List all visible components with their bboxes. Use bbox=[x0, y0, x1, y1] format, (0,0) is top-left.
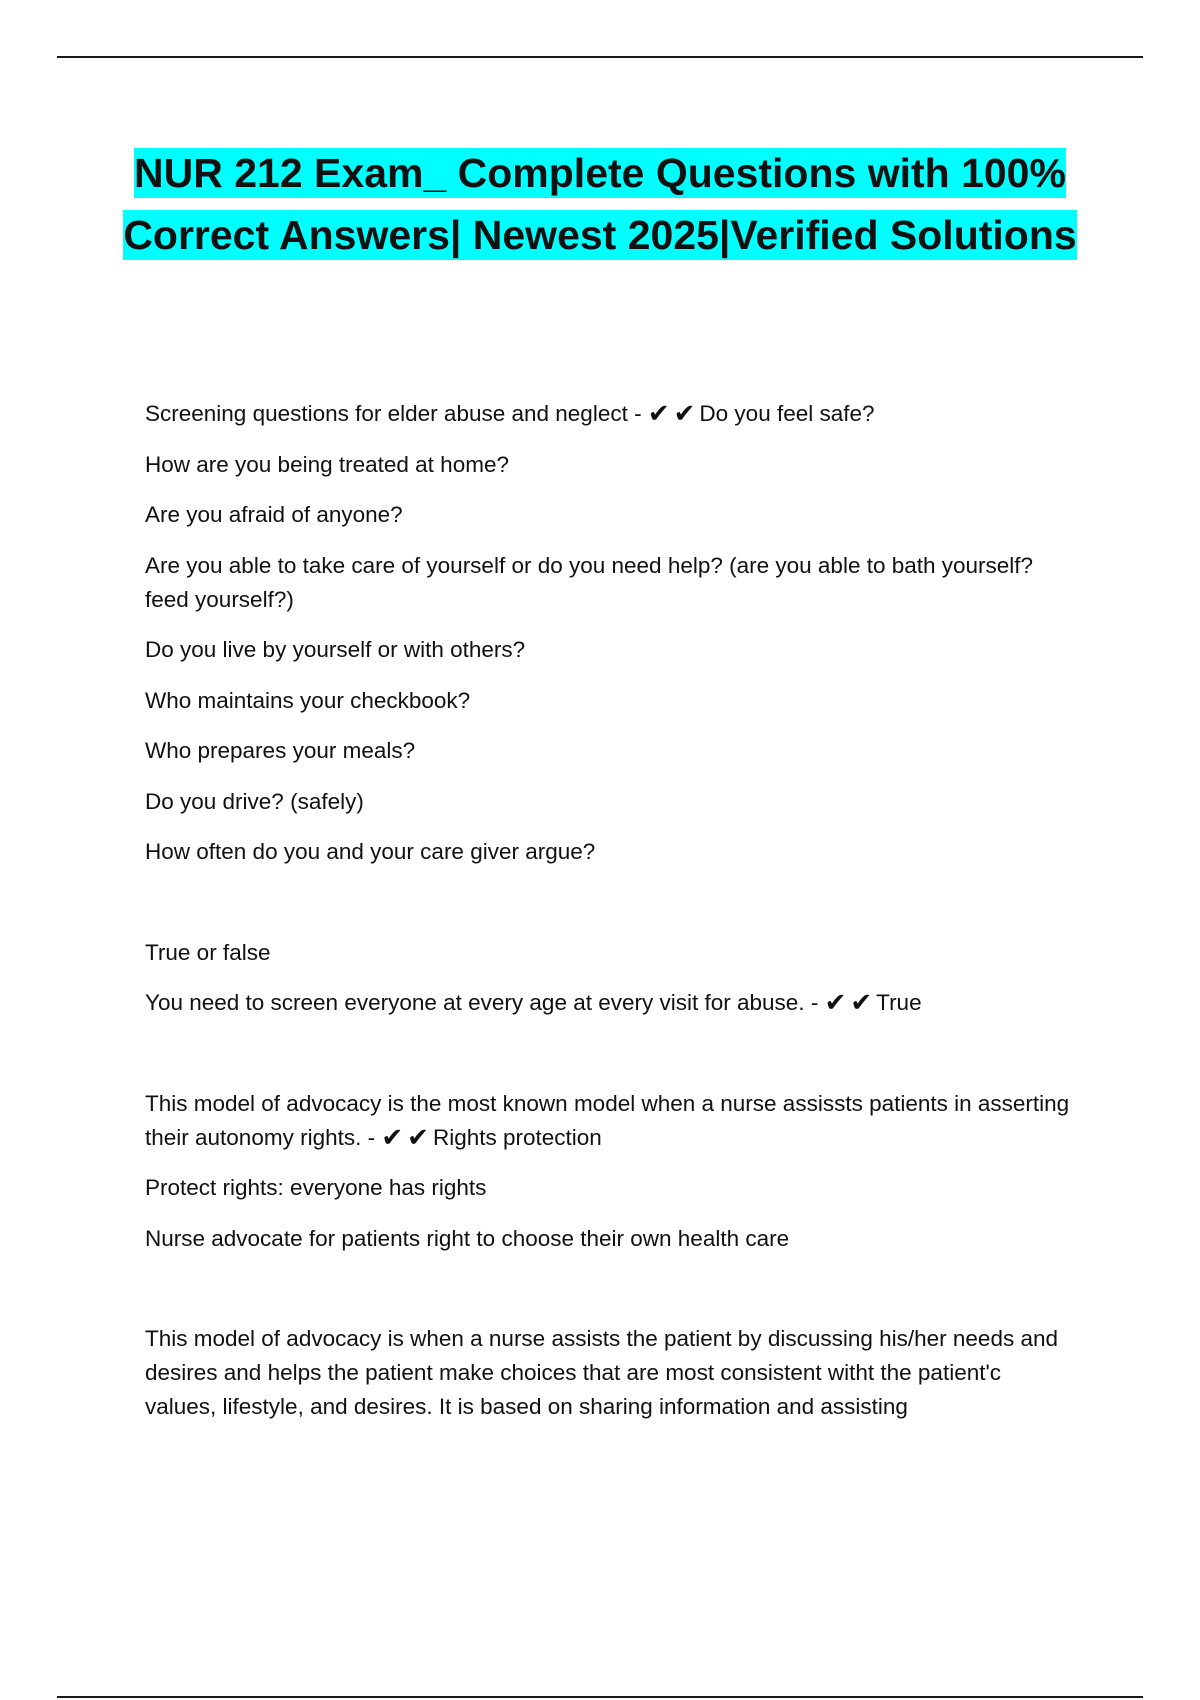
question-3-prompt: This model of advocacy is the most known model when a nurse assissts patients in asserting their autonomy rights. - bbox=[145, 1090, 1070, 1150]
question-3 bbox=[145, 1087, 1075, 1155]
question-2-heading: True or false bbox=[145, 939, 271, 965]
question-1-answer: Do you feel safe? bbox=[699, 401, 875, 426]
check-mark-icon: ✔ bbox=[647, 399, 670, 429]
question-2 bbox=[145, 986, 1075, 1020]
header-rule bbox=[57, 56, 1143, 58]
answer-line: How often do you and your care giver argue? bbox=[145, 839, 596, 864]
question-4-prompt: This model of advocacy is when a nurse assists the patient by discussing his/her needs and desires and helps the patient make choices that are most consistent witht the patient'c values, lifestyle, and desires. It is based on sharing information and assisting bbox=[145, 1326, 1058, 1419]
document-body bbox=[145, 397, 1075, 1441]
answer-line: Protect rights: everyone has rights bbox=[145, 1175, 487, 1200]
check-mark-icon: ✔ bbox=[381, 1122, 404, 1153]
check-mark-icon: ✔ bbox=[407, 1122, 429, 1153]
spacer bbox=[145, 1037, 1075, 1087]
answer-line: Who maintains your checkbook? bbox=[145, 687, 471, 713]
check-mark-icon: ✔ bbox=[673, 399, 696, 429]
answer-line: Are you afraid of anyone? bbox=[145, 502, 403, 527]
document-title: NUR 212 Exam_ Complete Questions with 100% Correct Answers| Newest 2025|Verified Solutions bbox=[123, 150, 1077, 258]
question-3-answer: Rights protection bbox=[432, 1124, 602, 1150]
question-1 bbox=[145, 397, 1075, 431]
spacer bbox=[145, 886, 1075, 936]
answer-line: Are you able to take care of yourself or do you need help? (are you able to bath yourself? feed yourself?) bbox=[145, 552, 1034, 612]
question-2-answer: True bbox=[876, 990, 922, 1015]
check-mark-icon: ✔ bbox=[850, 988, 873, 1018]
question-2-prompt: You need to screen everyone at every age at every visit for abuse. - bbox=[145, 990, 825, 1015]
title-block bbox=[100, 142, 1100, 266]
spacer bbox=[145, 1272, 1075, 1322]
question-1-prompt: Screening questions for elder abuse and neglect - bbox=[145, 401, 648, 426]
answer-line: Nurse advocate for patients right to choose their own health care bbox=[145, 1225, 790, 1251]
answer-line: Who prepares your meals? bbox=[145, 738, 416, 763]
answer-line: Do you drive? (safely) bbox=[145, 788, 364, 814]
footer-rule bbox=[57, 1696, 1143, 1698]
answer-line: Do you live by yourself or with others? bbox=[145, 637, 526, 662]
answer-line: How are you being treated at home? bbox=[145, 451, 509, 477]
check-mark-icon: ✔ bbox=[824, 988, 847, 1018]
